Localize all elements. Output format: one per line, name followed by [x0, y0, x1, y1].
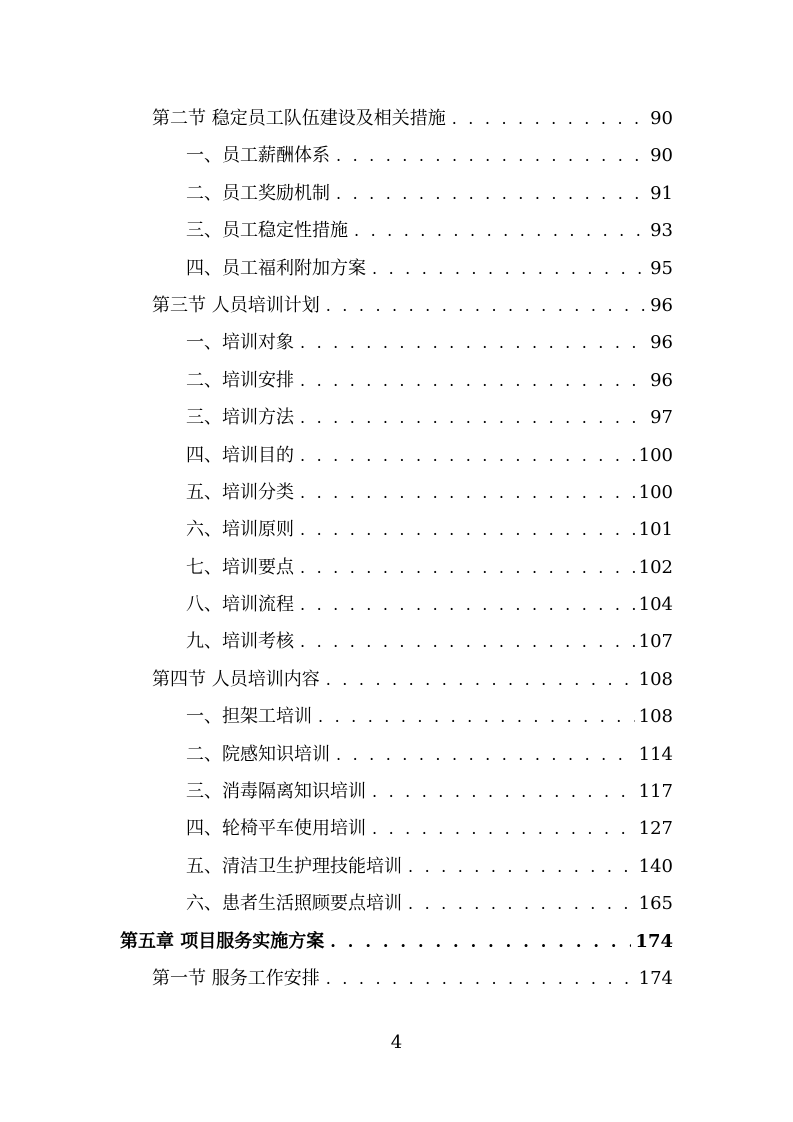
toc-entry-page: 117: [638, 781, 673, 803]
toc-entry[interactable]: [0, 848, 793, 885]
toc-leader-dots: [408, 885, 635, 922]
toc-entry-title: 四、轮椅平车使用培训: [186, 818, 366, 840]
toc-entry[interactable]: [0, 474, 793, 511]
toc-entry-page: 108: [638, 706, 673, 728]
toc-entry-page: 104: [638, 594, 673, 616]
toc-entry[interactable]: [0, 885, 793, 922]
toc-entry[interactable]: [0, 773, 793, 810]
toc-leader-dots: [300, 437, 635, 474]
toc-entry-page: 96: [650, 294, 673, 316]
toc-leader-dots: [330, 923, 631, 960]
toc-leader-dots: [300, 549, 635, 586]
toc-entry-title: 一、培训对象: [186, 332, 294, 354]
toc-leader-dots: [372, 250, 646, 287]
toc-leader-dots: [300, 623, 635, 660]
toc-entry-page: 95: [650, 257, 673, 279]
toc-entry-title: 二、院感知识培训: [186, 743, 330, 765]
toc-leader-dots: [336, 175, 646, 212]
toc-entry-page: 114: [638, 743, 673, 765]
toc-entry-title: 二、培训安排: [186, 369, 294, 391]
toc-entry-page: 90: [650, 108, 673, 129]
toc-entry[interactable]: [0, 810, 793, 847]
toc-entry[interactable]: [0, 736, 793, 773]
toc-entry[interactable]: [0, 698, 793, 735]
toc-entry[interactable]: [0, 549, 793, 586]
toc-entry-title: 六、培训原则: [186, 519, 294, 541]
toc-entry[interactable]: [0, 287, 793, 324]
toc-entry[interactable]: [0, 661, 793, 698]
toc-entry-title: 第三节 人员培训计划: [152, 294, 320, 316]
toc-entry-page: 100: [638, 481, 673, 503]
toc-leader-dots: [326, 960, 635, 997]
toc-entry-title: 二、员工奖励机制: [186, 182, 330, 204]
toc-entry-page: 90: [650, 145, 673, 167]
toc-entry-title: 第五章 项目服务实施方案: [120, 930, 325, 952]
toc-leader-dots: [326, 287, 646, 324]
toc-entry[interactable]: [0, 100, 793, 137]
toc-entry-page: 165: [638, 893, 673, 915]
toc-leader-dots: [336, 137, 646, 174]
toc-entry-page: 96: [650, 332, 673, 354]
page-number: 4: [390, 1032, 403, 1053]
toc-entry[interactable]: [0, 960, 793, 997]
toc-entry-title: 第一节 服务工作安排: [152, 967, 320, 989]
toc-entry-title: 九、培训考核: [186, 631, 294, 653]
toc-entry-page: 107: [638, 631, 673, 653]
toc-leader-dots: [300, 586, 635, 623]
toc-leader-dots: [300, 399, 646, 436]
toc-leader-dots: [336, 736, 635, 773]
toc-entry-title: 五、培训分类: [186, 481, 294, 503]
toc-entry-page: 108: [638, 668, 673, 690]
toc-entry[interactable]: [0, 362, 793, 399]
toc-entry-page: 174: [638, 967, 673, 989]
toc-leader-dots: [300, 474, 635, 511]
toc-leader-dots: [300, 362, 646, 399]
toc-entry-title: 三、员工稳定性措施: [186, 220, 348, 242]
toc-entry-title: 四、培训目的: [186, 444, 294, 466]
toc-entry-page: 96: [650, 369, 673, 391]
toc-entry[interactable]: [0, 399, 793, 436]
toc-entry-title: 四、员工福利附加方案: [186, 257, 366, 279]
toc-entry-page: 93: [650, 220, 673, 242]
toc-entry[interactable]: [0, 212, 793, 249]
toc-entry-page: 102: [638, 556, 673, 578]
toc-entry-title: 一、员工薪酬体系: [186, 145, 330, 167]
toc-entry[interactable]: [0, 623, 793, 660]
toc-entry-title: 三、消毒隔离知识培训: [186, 781, 366, 803]
toc-entry-page: 140: [638, 855, 673, 877]
toc-leader-dots: [452, 100, 646, 137]
toc-entry[interactable]: [0, 324, 793, 361]
toc-entry-title: 五、清洁卫生护理技能培训: [186, 855, 402, 877]
toc-entry-title: 第四节 人员培训内容: [152, 668, 320, 690]
toc-entry[interactable]: [0, 250, 793, 287]
toc-entry-title: 八、培训流程: [186, 594, 294, 616]
toc-entry-title: 三、培训方法: [186, 407, 294, 429]
toc-leader-dots: [372, 773, 635, 810]
toc-entry-page: 101: [638, 519, 673, 541]
toc-leader-dots: [326, 661, 635, 698]
toc-entry-page: 127: [638, 818, 673, 840]
toc-entry-title: 一、担架工培训: [186, 706, 312, 728]
toc-entry-page: 174: [635, 930, 673, 952]
toc-entry-page: 91: [650, 182, 673, 204]
toc-leader-dots: [300, 324, 646, 361]
toc-leader-dots: [300, 511, 635, 548]
toc-entry[interactable]: [0, 137, 793, 174]
toc-entry[interactable]: [0, 437, 793, 474]
toc-entry-page: 97: [650, 407, 673, 429]
toc-leader-dots: [354, 212, 646, 249]
toc-entry[interactable]: [0, 175, 793, 212]
toc-leader-dots: [318, 698, 635, 735]
toc-leader-dots: [372, 810, 635, 847]
toc-entry[interactable]: [0, 586, 793, 623]
toc-leader-dots: [408, 848, 635, 885]
toc-entry-page: 100: [638, 444, 673, 466]
toc-entry[interactable]: [0, 511, 793, 548]
toc-entry-chapter[interactable]: [0, 923, 793, 960]
toc-entry-title: 第二节 稳定员工队伍建设及相关措施: [152, 108, 446, 129]
toc-entry-title: 七、培训要点: [186, 556, 294, 578]
toc-entry-title: 六、患者生活照顾要点培训: [186, 893, 402, 915]
table-of-contents: [0, 100, 793, 997]
